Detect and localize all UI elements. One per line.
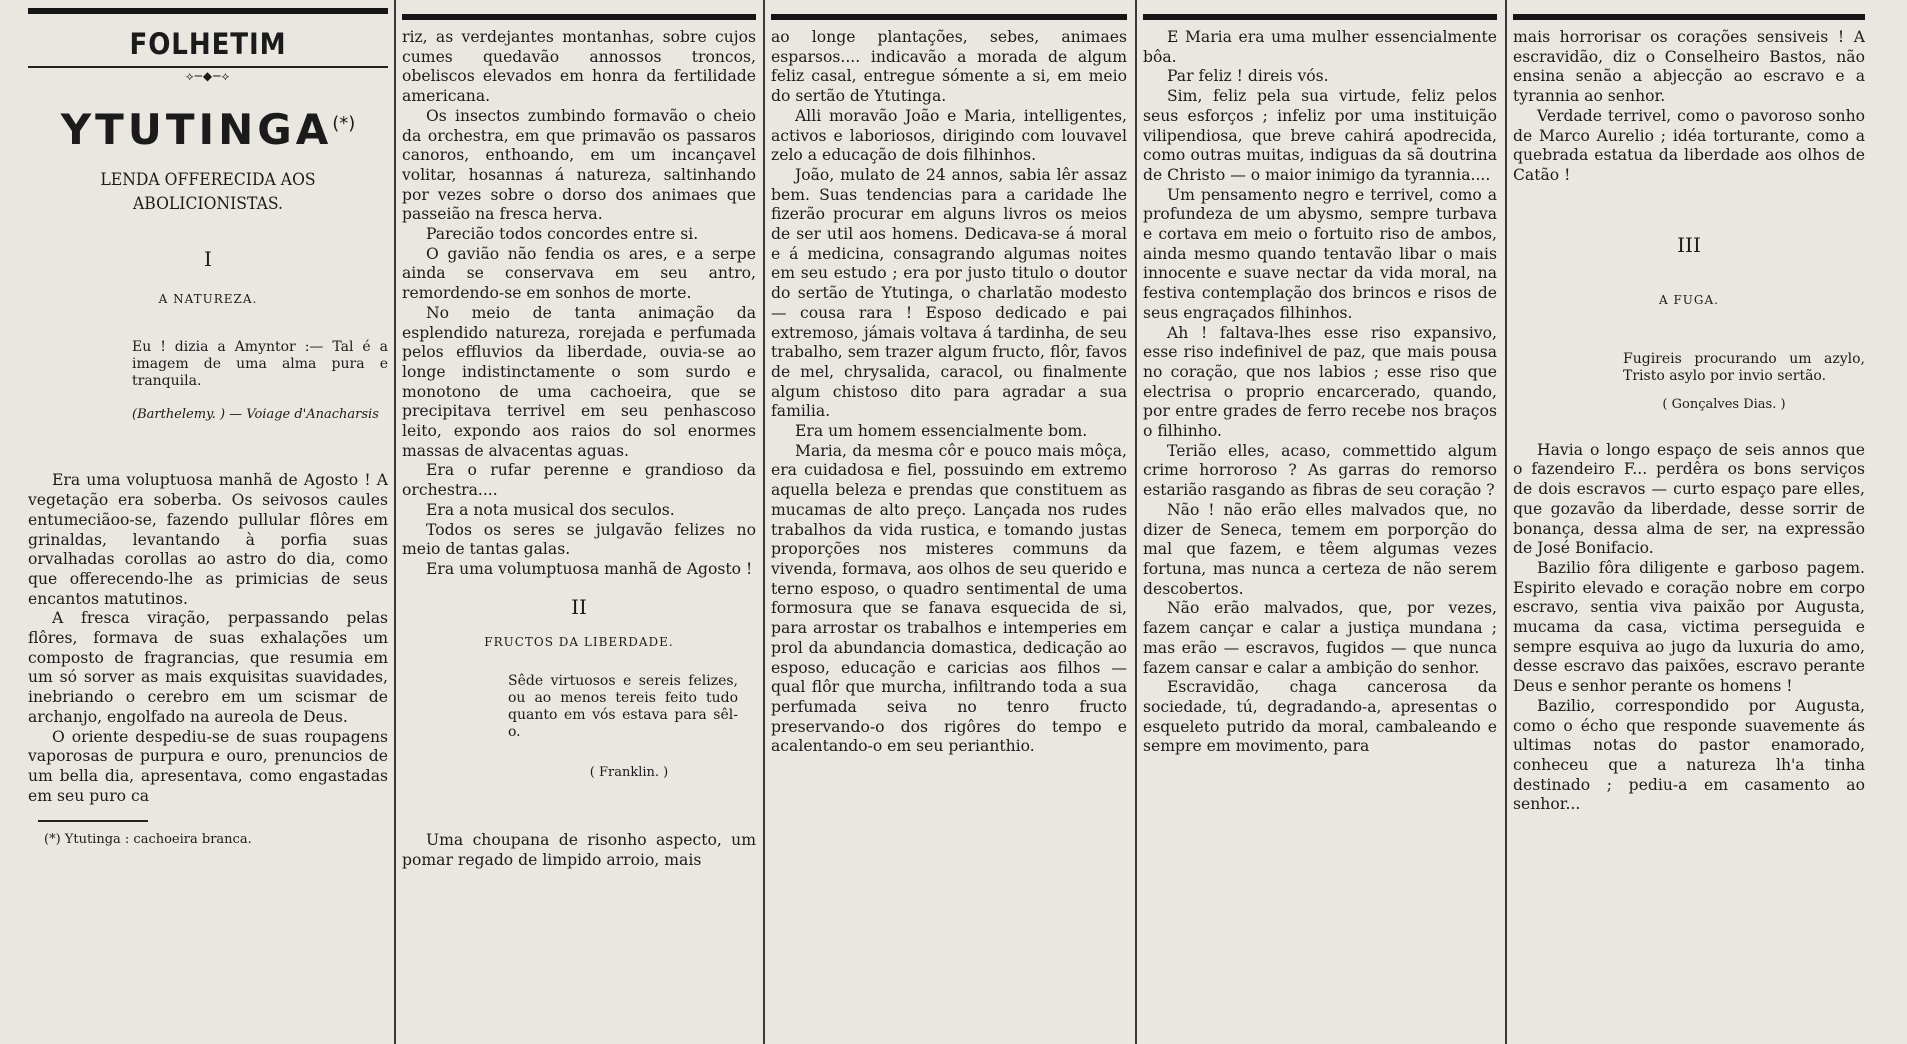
paragraph: Não ! não erão elles malvados que, no dizer de Seneca, temem em porporção do mal que fazem, e têem algumas vezes fortuna, mas nunca a certeza de não serem descobertos.	[1143, 500, 1497, 598]
paragraph: Bazilio fôra diligente e garboso pagem. Espirito elevado e coração nobre em corpo escravo, sentia viva paixão por Augusta, mucama da casa, victima perseguida e sempre esquiva ao jugo da luxuria do amo, desse escravo das paixões, escravo perante Deus e senhor perante os homens !	[1513, 558, 1865, 696]
paragraph: Era uma voluptuosa manhã de Agosto ! A vegetação era soberba. Os seivosos caules entumeciãoo-se, fazendo pullular flôres em grinaldas, levantando à porfia suas orvalhadas corollas ao astro do dia, como que offerecendo-lhe as primicias de seus encantos matutinos.	[28, 471, 388, 608]
column-rule-3	[1135, 0, 1137, 1044]
epigraph-attribution: ( Gonçalves Dias. )	[1662, 397, 1786, 413]
column-rule-4	[1505, 0, 1507, 1044]
paragraph: Par feliz ! direis vós.	[1167, 67, 1329, 86]
paragraph: Parecião todos concordes entre si.	[426, 225, 699, 244]
paragraph: O gavião não fendia os ares, e a serpe ainda se conservava em seu antro, remordendo-se em sonhos de morte.	[402, 244, 756, 303]
paragraph: No meio de tanta animação da esplendido natureza, rorejada e perfumada pelos effluvios da liberdade, ouvia-se ao longe indistinctamente o som surdo e monotono de uma cachoeira, que se precipitava terrivel em seu penhascoso leito, expondo aos raios do sol enormes massas de alvacentas aguas.	[402, 303, 756, 460]
paragraph: riz, as verdejantes montanhas, sobre cujos cumes quedavão annossos troncos, obeliscos elevados em honra da fertilidade americana.	[402, 28, 756, 106]
column-2	[402, 0, 756, 1044]
paragraph: Não erão malvados, que, por vezes, fazem cançar e calar a justiça mundana ; mas erão — escravos, fugidos — que nunca fazem cansar e calar a ambição do senhor.	[1143, 599, 1497, 677]
paragraph: A fresca viração, perpassando pelas flôres, formava de suas exhalações um composto de fragrancias, que resumia em um só sorver as mais exquisitas suavidades, inebriando o cerebro em um scismar de archanjo, engolfado na aureola de Deus.	[28, 609, 388, 726]
chapter-title: FRUCTOS DA LIBERDADE.	[484, 635, 674, 650]
column-1	[28, 0, 388, 1044]
chapter-numeral: II	[571, 594, 587, 619]
heading-rule	[28, 66, 388, 68]
paragraph: Havia o longo espaço de seis annos que o fazendeiro F... perdêra os bons serviços de dois escravos — curto espaço pare elles, que gozavão da liberdade, desse sorrir de bonança, dessa alma de ser, na expressão de José Bonifacio.	[1513, 440, 1865, 558]
chapter-title: A NATUREZA.	[158, 291, 258, 306]
chapter-numeral: I	[204, 247, 212, 271]
epigraph: Eu ! dizia a Amyntor :— Tal é a imagem de uma alma pura e tranquila.	[132, 339, 388, 390]
story-title-text: YTUTINGA	[60, 105, 333, 154]
epigraph-attribution: ( Franklin. )	[589, 765, 669, 781]
paragraph: mais horrorisar os corações sensiveis ! A escravidão, diz o Conselheiro Bastos, não ensina senão a abjecção ao escravo e a tyrannia ao senhor.	[1513, 28, 1865, 106]
chapter-title: A FUGA.	[1659, 293, 1719, 308]
paragraph: E Maria era uma mulher essencialmente bôa.	[1143, 28, 1497, 66]
paragraph: Era a nota musical dos seculos.	[426, 500, 675, 519]
paragraph: Bazilio, correspondido por Augusta, como o écho que responde suavemente ás ultimas notas do pastor enamorado, conheceu que a natureza lh'a tinha destinado ; pediu-a em casamento ao senhor...	[1513, 696, 1865, 814]
folhetim-heading: FOLHETIM	[129, 27, 287, 61]
paragraph: Um pensamento negro e terrivel, como a profundeza de um abysmo, sempre turbava e cortava em meio o fortuito riso de ambos, ainda mesmo quando tentavão libar o mais innocente e suave nectar da vida moral, na festiva contemplação dos brincos e risos de seus engraçados filhinhos.	[1143, 185, 1497, 322]
paragraph: Era uma volumptuosa manhã de Agosto !	[426, 559, 753, 578]
paragraph: Verdade terrivel, como o pavoroso sonho de Marco Aurelio ; idéa torturante, como a quebrada estatua da liberdade aos olhos de Catão !	[1513, 106, 1865, 184]
paragraph: Os insectos zumbindo formavão o cheio da orchestra, em que primavão os passaros canoros, enthoando, em um incançavel volitar, hosannas á natureza, saltinhando por vezes sobre o dorso dos animaes que passeião na fresca herva.	[402, 106, 756, 224]
top-rule	[1143, 14, 1497, 20]
paragraph: Sim, feliz pela sua virtude, feliz pelos seus esforços ; infeliz por uma instituição vilipendiosa, que breve cahirá apodrecida, como outras muitas, indiguas da sã doutrina de Christo — o maior inimigo da tyrannia....	[1143, 87, 1497, 184]
paragraph: Escravidão, chaga cancerosa da sociedade, tú, degradando-a, apresentas o esqueleto putrido da moral, cambaleando e sempre em movimento, para	[1143, 678, 1497, 756]
top-rule	[1513, 14, 1865, 20]
paragraph: Era o rufar perenne e grandioso da orchestra....	[402, 461, 756, 500]
column-rule-2	[763, 0, 765, 1044]
column-4	[1143, 0, 1497, 1044]
paragraph: Maria, da mesma côr e pouco mais môça, era cuidadosa e fiel, possuindo em extremo aquella beleza e prendas que constituem as mucamas de alto preço. Lançada nos rudes trabalhos da vida rustica, e tomando justas proporções nos misteres communs da vivenda, formava, aos olhos de seu querido e terno esposo, o quadro sentimental de uma formosura que se fanava esquecida de si, para arrostar os trabalhos e intemperies em prol da abundancia domastica, dedicação ao esposo, educação e caricias aos filhos — qual flôr que murcha, infiltrando toda a sua perfumada seiva no tenro fructo preservando-o dos rigôres do tempo e acalentando-o em seu perianthio.	[771, 441, 1127, 756]
column-5	[1513, 0, 1865, 1044]
paragraph: O oriente despediu-se de suas roupagens vaporosas de purpura e ouro, prenuncios de um bella dia, apresentava, como engastadas em seu puro ca	[28, 727, 388, 805]
ornament: ⟡─◆─⟡	[185, 69, 231, 83]
paragraph: João, mulato de 24 annos, sabia lêr assaz bem. Suas tendencias para a caridade lhe fizerão procurar em alguns livros os meios de ser util aos homens. Dedicava-se á moral e á medicina, consagrando algumas noites em seu estudo ; era por justo titulo o doutor do sertão de Ytutinga, o charlatão modesto — cousa rara ! Esposo dedicado e pai extremoso, jámais voltava á tardinha, de seu trabalho, sem trazer algum fructo, flôr, favos de mel, chrysalida, caracol, ou finalmente algum chistoso dito para agradar a sua familia.	[771, 165, 1127, 421]
paragraph: Todos os seres se julgavão felizes no meio de tantas galas.	[402, 520, 756, 559]
epigraph: Fugireis procurando um azylo, Tristo asylo por invio sertão.	[1623, 351, 1865, 385]
column-3	[771, 0, 1127, 1044]
paragraph: Ah ! faltava-lhes esse riso expansivo, esse riso indefinivel de paz, que mais pousa no coração, que nos labios ; esse riso que electrisa o proprio encarcerado, quando, por entre grades de ferro recebe nos braços o filhinho.	[1143, 323, 1497, 441]
paragraph: Terião elles, acaso, commettido algum crime horroroso ? As garras do remorso estarião rasgando as fibras de seu coração ?	[1143, 441, 1497, 500]
title-footnote-mark: (*)	[332, 113, 356, 134]
paragraph: ao longe plantações, sebes, animaes esparsos.... indicavão a morada de algum feliz casal, entregue sómente a si, em meio do sertão de Ytutinga.	[771, 28, 1127, 106]
column-rule-1	[394, 0, 396, 1044]
paragraph: Alli moravão João e Maria, intelligentes, activos e laboriosos, dirigindo com louvavel zelo a educação de dois filhinhos.	[771, 106, 1127, 165]
epigraph-attribution: (Barthelemy. ) — Voiage d'Anacharsis	[132, 407, 379, 423]
epigraph: Sêde virtuosos e sereis felizes, ou ao menos tereis feito tudo quanto em vós estava para sêl-o.	[508, 673, 738, 741]
top-rule	[402, 14, 756, 20]
top-rule	[771, 14, 1127, 20]
footnote: (*) Ytutinga : cachoeira branca.	[44, 832, 252, 848]
top-rule	[28, 8, 388, 14]
chapter-numeral: III	[1677, 232, 1701, 257]
footnote-rule	[38, 820, 148, 822]
paragraph: Era um homem essencialmente bom.	[795, 422, 1088, 441]
paragraph: Uma choupana de risonho aspecto, um pomar regado de limpido arroio, mais	[402, 830, 756, 869]
story-title	[28, 96, 388, 158]
story-subtitle: LENDA OFFERECIDA AOS ABOLICIONISTAS.	[100, 170, 316, 214]
